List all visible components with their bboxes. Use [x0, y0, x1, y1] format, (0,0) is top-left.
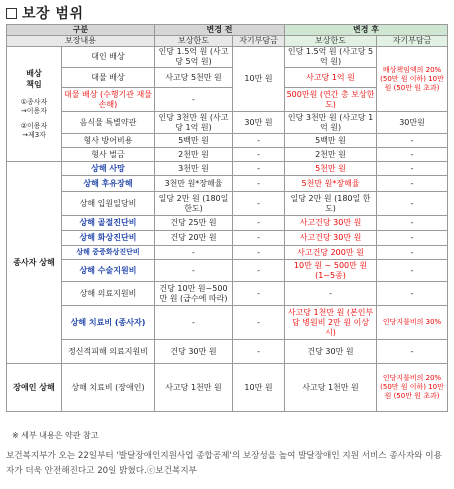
after-limit-cell: 5천만 원: [285, 162, 377, 176]
before-limit-cell: 2천만 원: [155, 148, 233, 162]
before-ded-cell: -: [233, 260, 285, 282]
item-cell: 상해 골절진단비: [62, 216, 155, 231]
item-cell: 상해 후유장해: [62, 176, 155, 192]
header-before: 변경 전: [155, 25, 285, 36]
before-limit-cell: -: [155, 88, 233, 112]
header-before-limit: 보상한도: [155, 36, 233, 47]
before-limit-cell: 일당 2만 원 (180일 한도): [155, 192, 233, 216]
before-ded-cell: -: [233, 176, 285, 192]
before-limit-cell: 건당 20만 원: [155, 231, 233, 246]
after-limit-cell: 사고당 1억 원: [285, 68, 377, 88]
after-limit-cell: 인당 1.5억 원 (사고당 5억 원): [285, 47, 377, 68]
item-cell: 상해 수술지원비: [62, 260, 155, 282]
after-limit-cell: 5백만 원: [285, 134, 377, 148]
before-ded-cell: -: [233, 162, 285, 176]
table-row: [7, 176, 448, 192]
item-cell: 형사 벌금: [62, 148, 155, 162]
before-ded-cell: -: [233, 192, 285, 216]
section-disabled: 장애인 상해: [7, 364, 62, 412]
table-row: [7, 192, 448, 216]
after-ded-cell: -: [377, 176, 448, 192]
before-limit-cell: 3천만 원: [155, 162, 233, 176]
section-title: [6, 3, 83, 23]
header-after: 변경 후: [285, 25, 448, 36]
after-ded-cell: -: [377, 231, 448, 246]
item-cell: 대물 배상 (수행기관 재물손해): [62, 88, 155, 112]
after-ded-cell: -: [377, 282, 448, 306]
table-row: [7, 47, 448, 68]
before-ded-cell: -: [233, 216, 285, 231]
table-row: [7, 260, 448, 282]
before-limit-cell: 인당 1.5억 원 (사고당 5억 원): [155, 47, 233, 68]
after-limit-cell: 10만 원 ~ 500만 원 (1~5종): [285, 260, 377, 282]
after-ded-cell: -: [377, 162, 448, 176]
before-limit-cell: 사고당 5천만 원: [155, 68, 233, 88]
after-limit-cell: 사고당 1천만 원 (본인부담 병원비 2만 원 이상 시): [285, 306, 377, 340]
before-limit-cell: 사고당 1천만 원: [155, 364, 233, 412]
item-cell: 상해 중증화상진단비: [62, 246, 155, 260]
header-category: 구분: [7, 25, 155, 36]
item-cell: 음식물 특별약관: [62, 112, 155, 134]
item-cell: 상해 입원일당비: [62, 192, 155, 216]
item-cell: 상해 의료지원비: [62, 282, 155, 306]
before-ded-cell: -: [233, 134, 285, 148]
after-limit-cell: 사고건당 30만 원: [285, 231, 377, 246]
before-limit-cell: 5백만 원: [155, 134, 233, 148]
coverage-table: [6, 24, 448, 412]
footnote: ※ 세부 내용은 약관 참고: [12, 431, 99, 440]
before-ded-cell: 10만 원: [233, 364, 285, 412]
header-coverage: 보장내용: [7, 36, 155, 47]
after-limit-cell: 인당 3천만 원 (사고당 1억 원): [285, 112, 377, 134]
after-limit-cell: 일당 2만 원 (180일 한도): [285, 192, 377, 216]
before-ded-cell: -: [233, 306, 285, 340]
after-ded-cell: 30만원: [377, 112, 448, 134]
item-cell: 형사 방어비용: [62, 134, 155, 148]
item-cell: 대인 배상: [62, 47, 155, 68]
before-limit-cell: 건당 25만 원: [155, 216, 233, 231]
after-limit-cell: 500만원 (연간 총 보상한도): [285, 88, 377, 112]
after-ded-cell: -: [377, 216, 448, 231]
item-cell: 상해 화상진단비: [62, 231, 155, 246]
section-worker: 종사자 상해: [7, 162, 62, 364]
item-cell: 상해 사망: [62, 162, 155, 176]
after-ded-cell: -: [377, 192, 448, 216]
item-cell: 상해 치료비 (종사자): [62, 306, 155, 340]
after-ded-cell: -: [377, 260, 448, 282]
before-limit-cell: -: [155, 306, 233, 340]
before-ded-cell: 30만 원: [233, 112, 285, 134]
after-ded-cell: -: [377, 134, 448, 148]
after-ded-cell: -: [377, 340, 448, 364]
before-limit-cell: -: [155, 246, 233, 260]
after-ded-cell: -: [377, 246, 448, 260]
before-limit-cell: 3천만 원*장해율: [155, 176, 233, 192]
table-row: [7, 112, 448, 134]
after-limit-cell: 사고당 1천만 원: [285, 364, 377, 412]
before-limit-cell: -: [155, 260, 233, 282]
before-ded-cell: -: [233, 231, 285, 246]
after-limit-cell: 사고건당 30만 원: [285, 216, 377, 231]
before-limit-cell: 인당 3천만 원 (사고당 1억 원): [155, 112, 233, 134]
before-limit-cell: 건당 10만 원~500만 원 (급수에 따라): [155, 282, 233, 306]
header-after-limit: 보상한도: [285, 36, 377, 47]
title-text: 보장 범위: [22, 6, 84, 22]
before-ded-cell: -: [233, 340, 285, 364]
before-limit-cell: 건당 30만 원: [155, 340, 233, 364]
before-ded-cell: -: [233, 148, 285, 162]
checkbox-square-icon: [6, 8, 17, 19]
after-limit-cell: 5천만 원*장해율: [285, 176, 377, 192]
table-row: [7, 340, 448, 364]
after-ded-cell: 인당지불비의 20% (50만 원 이하) 10만 원 (50만 원 초과): [377, 364, 448, 412]
after-ded-cell: 배상책임액의 20% (50만 원 이하) 10만 원 (50만 원 초과): [377, 47, 448, 112]
table-row: [7, 216, 448, 231]
table-row: [7, 246, 448, 260]
before-ded-cell: 10만 원: [233, 47, 285, 112]
after-limit-cell: 2천만 원: [285, 148, 377, 162]
table-row: [7, 231, 448, 246]
item-cell: 대물 배상: [62, 68, 155, 88]
table-row: [7, 148, 448, 162]
after-ded-cell: -: [377, 148, 448, 162]
section-liability: 배상 책임 ①종사자 →이용자 ②이용자 →제3자: [7, 47, 62, 162]
after-limit-cell: 건당 30만 원: [285, 340, 377, 364]
after-limit-cell: 사고건당 200만 원: [285, 246, 377, 260]
photo-caption: 보건복지부가 오는 22일부터 '발달장애인지원사업 종합공제'의 보장성을 높여 발달장애인 지원 서비스 종사자와 이용자가 더욱 안전해진다고 20일 밝혔다.ⓒ보건복지부: [6, 451, 442, 476]
header-row-1: [7, 25, 448, 36]
item-cell: 정신적피해 의료지원비: [62, 340, 155, 364]
table-row: [7, 364, 448, 412]
table-row: [7, 162, 448, 176]
header-row-2: [7, 36, 448, 47]
after-ded-cell: 인당지불비의 30%: [377, 306, 448, 340]
before-ded-cell: -: [233, 282, 285, 306]
header-after-ded: 자기부담금: [377, 36, 448, 47]
after-limit-cell: -: [285, 282, 377, 306]
header-before-ded: 자기부담금: [233, 36, 285, 47]
table-row: [7, 282, 448, 306]
item-cell: 상해 치료비 (장애인): [62, 364, 155, 412]
before-ded-cell: -: [233, 246, 285, 260]
table-row: [7, 306, 448, 340]
table-row: [7, 134, 448, 148]
